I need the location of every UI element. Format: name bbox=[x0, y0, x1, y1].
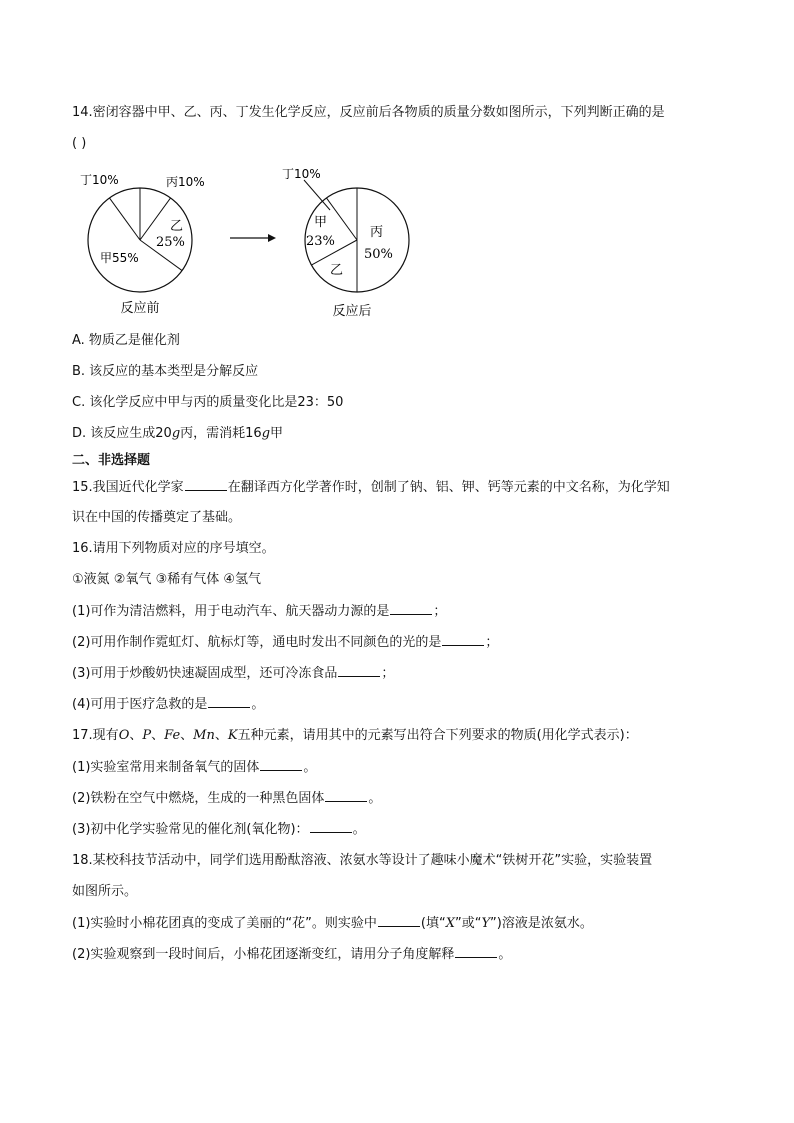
q14-stem-line1: 14.密闭容器中甲、乙、丙、丁发生化学反应，反应前后各物质的质量分数如图所示，下列判断正确的是 bbox=[72, 105, 665, 120]
q16-blank-1[interactable] bbox=[390, 602, 432, 615]
q18-blank-2[interactable] bbox=[455, 945, 497, 958]
q16-part2-text: (2)可用作制作霓虹灯、航标灯等，通电时发出不同颜色的光的是 bbox=[72, 635, 442, 650]
q17-part3 bbox=[72, 820, 366, 839]
q16-part3 bbox=[72, 664, 394, 683]
q17-blank-3[interactable] bbox=[310, 820, 352, 833]
pie-after-label-bing-pct: 50% bbox=[364, 247, 393, 262]
q16-part4-text: (4)可用于医疗急救的是 bbox=[72, 697, 208, 712]
option-d-unit1: g bbox=[171, 426, 181, 441]
q15-text-a: 15.我国近代化学家 bbox=[72, 480, 184, 495]
q15-line2: 识在中国的传播奠定了基础。 bbox=[72, 510, 242, 525]
q18-part1 bbox=[72, 914, 593, 933]
arrow-head bbox=[268, 234, 276, 242]
q17-element-fe: Fe bbox=[164, 728, 181, 743]
option-d-part2: 丙，需消耗16 bbox=[180, 426, 262, 441]
q18-part1-c: ”或“ bbox=[454, 916, 482, 931]
q17-part3-end: 。 bbox=[352, 822, 366, 837]
q17-part2 bbox=[72, 789, 381, 808]
pie-before-caption: 反应前 bbox=[120, 301, 160, 316]
q16-blank-3[interactable] bbox=[338, 664, 380, 677]
q17-element-o: O bbox=[118, 728, 130, 743]
section-heading: 二、非选择题 bbox=[72, 453, 151, 468]
q17-sep2: 、 bbox=[151, 728, 165, 743]
q17-element-k: K bbox=[227, 728, 238, 743]
pie-after-ding-leader bbox=[304, 180, 330, 210]
pie-after-label-jia-pct: 23% bbox=[306, 234, 335, 249]
option-d-part3: 甲 bbox=[270, 426, 284, 441]
q16-part2 bbox=[72, 633, 498, 652]
q17-blank-1[interactable] bbox=[260, 758, 302, 771]
q17-part2-text: (2)铁粉在空气中燃烧，生成的一种黑色固体 bbox=[72, 791, 325, 806]
q14-option-c: C. 该化学反应中甲与丙的质量变化比是23：50 bbox=[72, 395, 344, 410]
q14-stem-line2: ( ) bbox=[72, 136, 87, 151]
q18-part2-text: (2)实验观察到一段时间后，小棉花团逐渐变红，请用分子角度解释 bbox=[72, 947, 455, 962]
q17-element-mn: Mn bbox=[193, 728, 215, 743]
pie-after-caption: 反应后 bbox=[332, 304, 372, 319]
q14-option-a: A. 物质乙是催化剂 bbox=[72, 333, 180, 348]
pie-before-label-yi-name: 乙 bbox=[170, 219, 184, 234]
pie-before-label-jia: 甲55% bbox=[100, 251, 139, 265]
q18-part1-b: (填“ bbox=[420, 916, 446, 931]
q17-part1-end: 。 bbox=[303, 760, 317, 775]
q16-blank-4[interactable] bbox=[208, 695, 250, 708]
q17-part1 bbox=[72, 758, 316, 777]
reaction-arrow bbox=[230, 234, 276, 242]
option-d-part1: D. 该反应生成20 bbox=[72, 426, 172, 441]
q16-part3-text: (3)可用于炒酸奶快速凝固成型，还可冷冻食品 bbox=[72, 666, 338, 681]
q17-sep1: 、 bbox=[129, 728, 143, 743]
q17-blank-2[interactable] bbox=[325, 789, 367, 802]
q14-option-d bbox=[72, 425, 283, 443]
q16-part2-end: ； bbox=[485, 635, 499, 650]
q15-text-b: 在翻译西方化学著作时，创制了钠、铝、钾、钙等元素的中文名称，为化学知 bbox=[227, 480, 670, 495]
q17-sep3: 、 bbox=[180, 728, 194, 743]
q16-blank-2[interactable] bbox=[442, 633, 484, 646]
q18-part2 bbox=[72, 945, 511, 964]
q17-stem-a: 17.现有 bbox=[72, 728, 119, 743]
pie-after-label-bing-name: 丙 bbox=[370, 225, 384, 240]
pie-before bbox=[80, 173, 205, 316]
q17-part3-text: (3)初中化学实验常见的催化剂(氧化物)： bbox=[72, 822, 309, 837]
pie-after-label-ding: 丁10% bbox=[282, 167, 321, 181]
pie-after-label-yi: 乙 bbox=[330, 263, 344, 278]
q16-part1 bbox=[72, 602, 446, 621]
q16-choices: ①液氮 ②氧气 ③稀有气体 ④氢气 bbox=[72, 572, 262, 587]
q17-stem-b: 五种元素，请用其中的元素写出符合下列要求的物质(用化学式表示)： bbox=[237, 728, 638, 743]
pie-after-label-jia-name: 甲 bbox=[314, 215, 328, 230]
q16-stem: 16.请用下列物质对应的序号填空。 bbox=[72, 541, 275, 556]
option-d-unit2: g bbox=[261, 426, 271, 441]
pie-before-label-ding: 丁10% bbox=[80, 173, 119, 187]
pie-after bbox=[282, 167, 409, 319]
q17-part2-end: 。 bbox=[368, 791, 382, 806]
q18-part1-d: ”)溶液是浓氨水。 bbox=[490, 916, 593, 931]
q18-part2-end: 。 bbox=[498, 947, 512, 962]
q17-part1-text: (1)实验室常用来制备氧气的固体 bbox=[72, 760, 260, 775]
q14-option-b: B. 该反应的基本类型是分解反应 bbox=[72, 364, 259, 379]
q16-part1-end: ； bbox=[433, 604, 447, 619]
q16-part4-end: 。 bbox=[251, 697, 265, 712]
q17-element-p: P bbox=[142, 728, 152, 743]
q15-blank[interactable] bbox=[185, 478, 227, 491]
q18-var-x: X bbox=[445, 916, 455, 931]
pie-before-label-bing: 丙10% bbox=[166, 175, 205, 189]
q16-part4 bbox=[72, 695, 264, 714]
q18-line2: 如图所示。 bbox=[72, 884, 138, 899]
q18-blank-1[interactable] bbox=[378, 914, 420, 927]
q15-line1 bbox=[72, 478, 670, 497]
q16-part1-text: (1)可作为清洁燃料，用于电动汽车、航天器动力源的是 bbox=[72, 604, 390, 619]
pie-before-label-yi-pct: 25% bbox=[156, 235, 185, 250]
q16-part3-end: ； bbox=[381, 666, 395, 681]
q18-part1-a: (1)实验时小棉花团真的变成了美丽的“花”。则实验中 bbox=[72, 916, 377, 931]
q18-var-y: Y bbox=[481, 916, 491, 931]
q18-line1: 18.某校科技节活动中，同学们选用酚酞溶液、浓氨水等设计了趣味小魔术“铁树开花”实验，实验装置 bbox=[72, 853, 653, 868]
pie-figure bbox=[72, 160, 432, 325]
q17-stem bbox=[72, 727, 638, 745]
q17-sep4: 、 bbox=[214, 728, 228, 743]
